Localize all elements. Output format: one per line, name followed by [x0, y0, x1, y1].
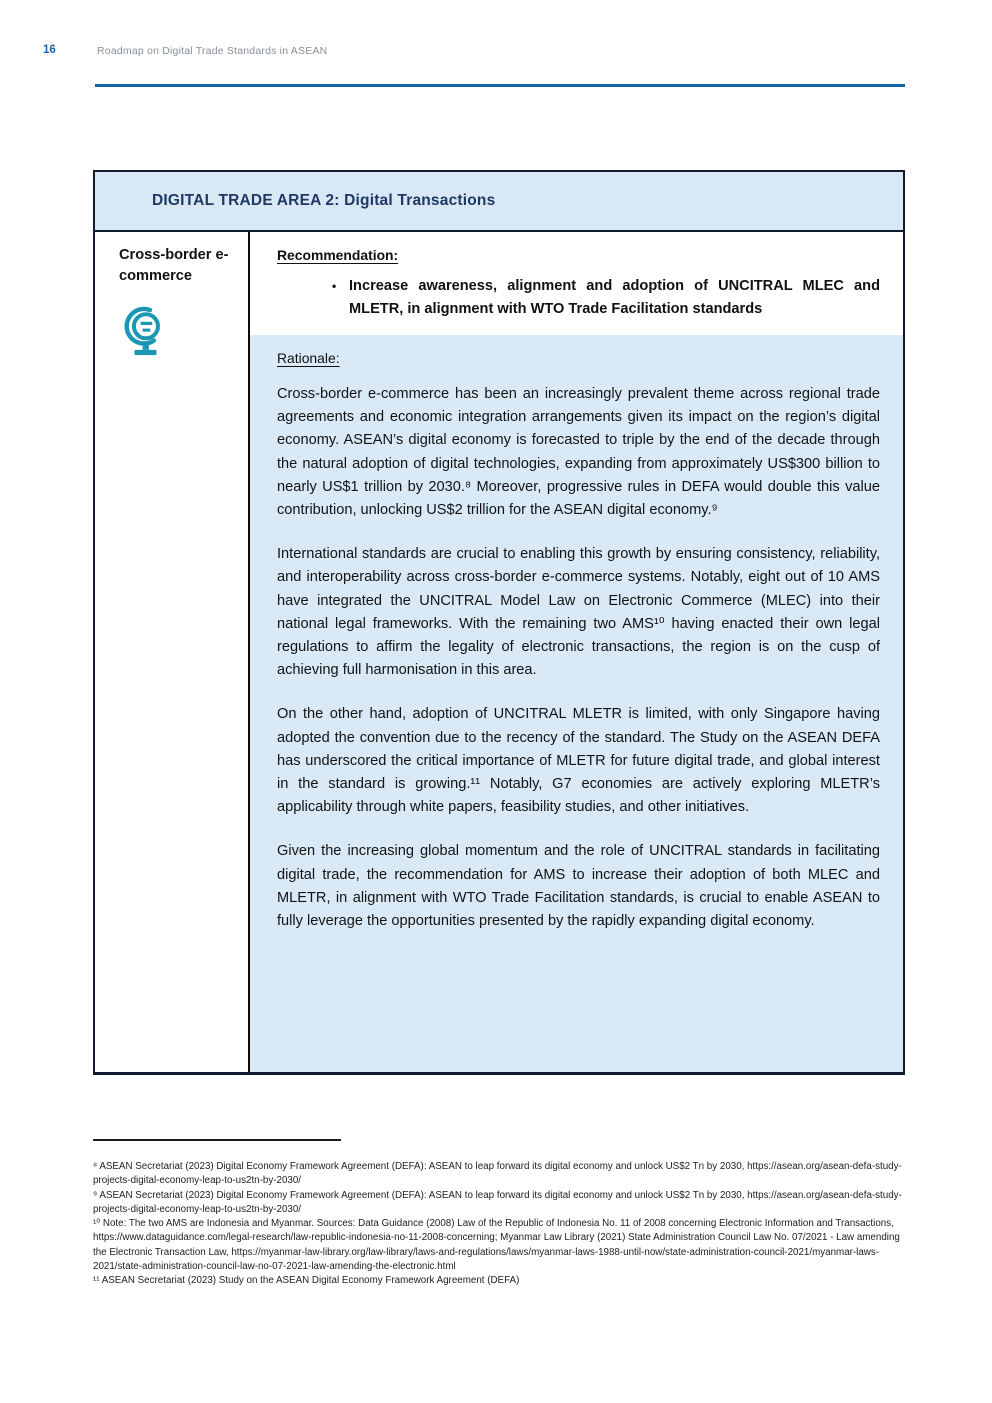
trade-area-title: DIGITAL TRADE AREA 2: Digital Transactions: [152, 192, 496, 209]
trade-area-content: [250, 232, 903, 1072]
rationale-paragraph: Cross-border e-commerce has been an increasingly prevalent theme across regional trade agreements and economic integration arrangements given its impact on the region’s digital economy. ASEAN’s digital economy is forecasted to triple by the end of the decade through the natural adoption of digital technologies, expanding from approximately US$300 billion to nearly US$1 trillion by 2030.⁸ Moreover, progressive rules in DEFA would double this value contribution, unlocking US$2 trillion for the ASEAN digital economy.⁹: [277, 386, 880, 519]
footnote-item: ⁹ ASEAN Secretariat (2023) Digital Economy Framework Agreement (DEFA): ASEAN to leap forward its digital economy and unlock US$2 Tn by 2030, https://asean.org/asean-defa-study-projects-digital-economy-leap-to-us2tn-by-2030/: [93, 1189, 902, 1215]
footnote-item: ¹¹ ASEAN Secretariat (2023) Study on the ASEAN Digital Economy Framework Agreement (DEFA): [93, 1275, 520, 1287]
rationale-paragraph: International standards are crucial to enabling this growth by ensuring consistency, reliability, and interoperability across cross-border e-commerce systems. Notably, eight out of 10 AMS have integrated the UNCITRAL Model Law on Electronic Commerce (MLEC) into their national legal frameworks. With the remaining two AMS¹⁰ having enacted their own legal regulations to affirm the legality of electronic transactions, the region is on the cusp of achieving full harmonisation in this area.: [277, 546, 880, 679]
trade-area-box-header: [95, 172, 903, 232]
footnote-item: ⁸ ASEAN Secretariat (2023) Digital Economy Framework Agreement (DEFA): ASEAN to leap forward its digital economy and unlock US$2 Tn by 2030, https://asean.org/asean-defa-study-projects-digital-economy-leap-to-us2tn-by-2030/: [93, 1161, 902, 1187]
rationale-section: [250, 335, 903, 1072]
recommendation-item-text: Increase awareness, alignment and adoption of UNCITRAL MLEC and MLETR, in alignment with WTO Trade Facilitation standards: [349, 278, 880, 317]
topic-sidebar: [95, 232, 250, 1072]
trade-area-box: [93, 170, 905, 1075]
bullet-icon: •: [332, 279, 337, 293]
footnotes: [93, 1160, 907, 1289]
recommendation-item: [330, 275, 880, 321]
desk-globe-icon: [120, 306, 170, 360]
topic-label: Cross-border e-commerce: [119, 247, 229, 284]
recommendation-list: [330, 275, 880, 321]
rationale-paragraph: Given the increasing global momentum and the role of UNCITRAL standards in facilitating digital trade, the recommendation for AMS to increase their adoption of both MLEC and MLETR, in alignment with WTO Trade Facilitation standards, is crucial to enable ASEAN to fully leverage the opportunities presented by the rapidly expanding digital economy.: [277, 843, 880, 930]
trade-area-box-body: [95, 232, 903, 1072]
page-number: 16: [43, 44, 56, 56]
rationale-paragraph: On the other hand, adoption of UNCITRAL MLETR is limited, with only Singapore having adopted the convention due to the recency of the standard. The Study on the ASEAN DEFA has underscored the critical importance of MLETR for future digital trade, and global interest in the standard is growing.¹¹ Notably, G7 economies are actively exploring MLETR’s applicability through white papers, feasibility studies, and other initiatives.: [277, 706, 880, 816]
footnote-item: ¹⁰ Note: The two AMS are Indonesia and Myanmar. Sources: Data Guidance (2008) Law of the Republic of Indonesia No. 11 of 2008 concerning Electronic Information and Transactions, https://www.dataguidance.com/legal-research/law-republic-indonesia-no-11-2008-concerning; Myanmar Law Library (2021) State Administration Council Law No. 07/2021 - Law amending the Electronic Transaction Law, https://myanmar-law-library.org/law-library/laws-and-regulations/laws/myanmar-laws-1988-until-now/state-administration-council-2021/myanmar-laws-2021/state-administration-council-law-no-07-2021-law-amending-the-electronic.html: [93, 1218, 900, 1273]
recommendation-section: [250, 232, 903, 335]
header-rule: [95, 84, 905, 87]
footnote-separator: [93, 1139, 341, 1141]
recommendation-heading: Recommendation:: [277, 247, 399, 263]
running-header-title: Roadmap on Digital Trade Standards in ASEAN: [97, 45, 328, 57]
rationale-heading: Rationale:: [277, 350, 340, 366]
